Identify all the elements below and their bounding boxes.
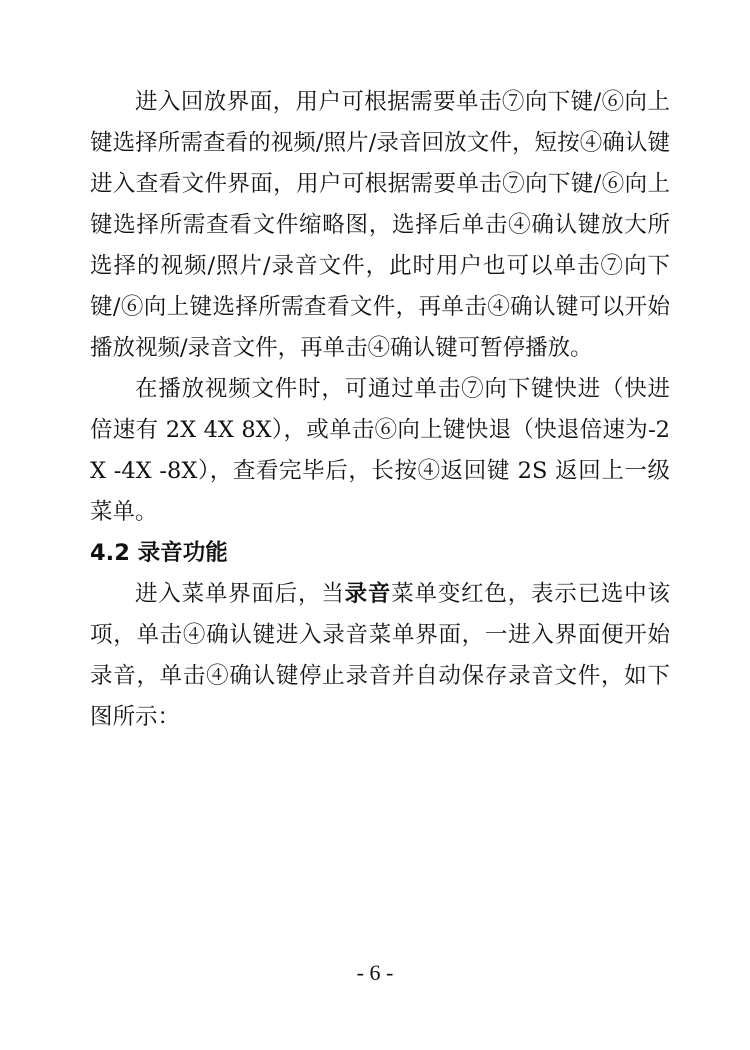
paragraph-video-speed-instructions: 在播放视频文件时，可通过单击⑦向下键快进（快进倍速有 2X 4X 8X），或单击⑥向上键快退（快退倍速为-2X -4X -8X），查看完毕后，长按④返回键 2S 返回上一级菜单。 (90, 376, 670, 525)
paragraph-playback-instructions: 进入回放界面，用户可根据需要单击⑦向下键/⑥向上键选择所需查看的视频/照片/录音回放文件，短按④确认键进入查看文件界面，用户可根据需要单击⑦向下键/⑥向上键选择所需查看文件缩略图，选择后单击④确认键放大所选择的视频/照片/录音文件，此时用户也可以单击⑦向下键/⑥向上键选择所需查看文件，再单击④确认键可以开始播放视频/录音文件，再单击④确认键可暂停播放。 (90, 89, 670, 361)
paragraph-recording-instructions (90, 574, 670, 738)
recording-text-after: 菜单变红色，表示已选中该项，单击④确认键进入录音菜单界面，一进入界面便开始录音，单击④确认键停止录音并自动保存录音文件，如下图所示： (90, 581, 670, 730)
section-heading-recording: 4.2 录音功能 (90, 540, 228, 566)
recording-menu-name: 录音 (344, 581, 392, 607)
page-number: - 6 - (356, 960, 394, 985)
page-content (90, 82, 670, 738)
recording-text-before: 进入菜单界面后，当 (135, 581, 345, 607)
